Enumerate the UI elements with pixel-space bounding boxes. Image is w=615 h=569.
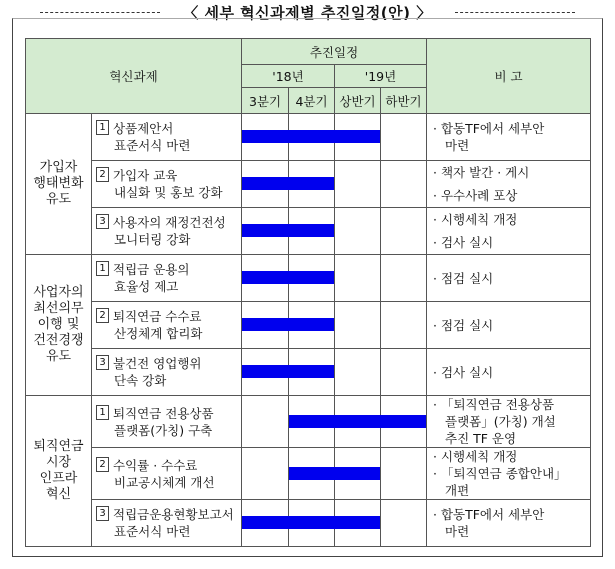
schedule-cell: [381, 161, 427, 208]
schedule-cell: [289, 500, 335, 547]
schedule-cell: [335, 114, 381, 161]
task-title: 상품제안서: [113, 121, 174, 136]
task-cell: [92, 114, 242, 161]
schedule-bar: [288, 130, 335, 143]
schedule-cell: [381, 208, 427, 255]
table-row: [26, 302, 591, 349]
task-cell: [92, 208, 242, 255]
header-remarks: 비 고: [427, 39, 591, 114]
schedule-bar: [288, 365, 334, 378]
remarks-cell: [427, 208, 591, 255]
schedule-cell: [289, 302, 335, 349]
table-row: [26, 396, 591, 448]
schedule-bar: [380, 415, 426, 428]
category-label-line: 혁신: [45, 487, 72, 502]
table-row: [26, 448, 591, 500]
schedule-cell: [289, 161, 335, 208]
remark-line: · 검사 실시: [433, 364, 494, 380]
task-title: 적립금 운용의: [113, 262, 190, 277]
schedule-cell: [381, 302, 427, 349]
task-number-box: 2: [96, 308, 109, 323]
task-cell: [92, 396, 242, 448]
schedule-bar: [242, 271, 289, 284]
table-row: [26, 114, 591, 161]
header-period: 상반기: [335, 88, 381, 114]
remarks-cell: [427, 396, 591, 448]
schedule-bar: [288, 516, 335, 529]
category-label-line: 시장: [45, 455, 72, 470]
category-cell: [26, 255, 92, 396]
task-title: 표준서식 마련: [114, 524, 191, 539]
schedule-cell: [381, 349, 427, 396]
task-title: 표준서식 마련: [114, 138, 191, 153]
schedule-bar: [334, 130, 380, 143]
task-number-box: 3: [96, 355, 109, 370]
task-title: 퇴직연금 수수료: [113, 309, 202, 324]
task-title: 사용자의 재정건전성: [113, 215, 226, 230]
schedule-cell: [289, 114, 335, 161]
remarks-cell: [427, 114, 591, 161]
schedule-bar: [242, 516, 289, 529]
category-label-line: 가입자: [39, 160, 78, 175]
remarks-cell: [427, 255, 591, 302]
remark-line: 마련: [445, 138, 470, 153]
schedule-cell: [242, 114, 289, 161]
remark-line: 마련: [445, 524, 470, 539]
schedule-bar: [334, 467, 380, 480]
schedule-cell: [289, 208, 335, 255]
remarks-cell: [427, 302, 591, 349]
schedule-bar: [288, 318, 334, 331]
remark-line: 추진 TF 운영: [445, 431, 517, 446]
schedule-bar: [334, 415, 381, 428]
schedule-cell: [335, 448, 381, 500]
category-label-line: 유도: [45, 349, 72, 364]
table-row: [26, 255, 591, 302]
task-title: 내실화 및 홍보 강화: [114, 185, 223, 200]
schedule-bar: [242, 177, 289, 190]
header-period: 3분기: [242, 88, 289, 114]
schedule-bar: [334, 516, 380, 529]
header-task: 혁신과제: [26, 39, 242, 114]
remarks-cell: [427, 500, 591, 547]
remark-line: 플랫폼」(가칭) 개설: [445, 414, 556, 429]
schedule-cell: [335, 255, 381, 302]
task-title: 산정체계 합리화: [114, 326, 203, 341]
category-cell: [26, 114, 92, 255]
schedule-cell: [242, 448, 289, 500]
table-row: [26, 500, 591, 547]
schedule-cell: [289, 255, 335, 302]
task-number-box: 1: [96, 405, 109, 420]
schedule-cell: [335, 349, 381, 396]
schedule-cell: [289, 349, 335, 396]
task-title: 비교공시체계 개선: [114, 474, 215, 490]
task-title: 효율성 제고: [114, 279, 179, 294]
header-year-2018: '18년: [242, 65, 335, 88]
schedule-bar: [288, 224, 334, 237]
schedule-cell: [242, 500, 289, 547]
schedule-cell: [289, 396, 335, 448]
schedule-cell: [335, 161, 381, 208]
schedule-cell: [335, 208, 381, 255]
schedule-bar: [242, 224, 289, 237]
task-title: 모니터링 강화: [114, 232, 191, 247]
task-title: 단속 강화: [114, 373, 167, 388]
task-number-box: 3: [96, 214, 109, 229]
schedule-cell: [242, 349, 289, 396]
remark-line: · 「퇴직연금 전용상품: [433, 397, 555, 412]
category-label-line: 사업자의: [33, 285, 84, 300]
task-title: 가입자 교육: [113, 168, 178, 183]
schedule-cell: [335, 396, 381, 448]
remarks-cell: [427, 349, 591, 396]
schedule-cell: [242, 255, 289, 302]
remark-line: · 「퇴직연금 종합안내」: [433, 466, 567, 481]
schedule-cell: [242, 302, 289, 349]
remark-line: · 시행세칙 개정: [433, 449, 518, 464]
schedule-bar: [242, 365, 289, 378]
task-cell: [92, 161, 242, 208]
category-cell: [26, 396, 92, 547]
schedule-cell: [242, 396, 289, 448]
task-title: 적립금운용현황보고서: [113, 507, 234, 522]
remarks-cell: [427, 161, 591, 208]
remark-line: · 점검 실시: [433, 317, 494, 333]
schedule-cell: [335, 500, 381, 547]
header-period: 하반기: [381, 88, 427, 114]
category-label-line: 퇴직연금: [33, 439, 84, 454]
category-label-line: 건전경쟁: [33, 333, 84, 348]
remark-line: · 합동TF에서 세부안: [433, 121, 545, 136]
task-title: 플랫폼(가칭) 구축: [114, 422, 213, 438]
category-label-line: 유도: [45, 192, 72, 207]
schedule-bar: [289, 467, 335, 480]
schedule-cell: [381, 500, 427, 547]
task-cell: [92, 255, 242, 302]
schedule-bar: [288, 271, 334, 284]
title-text: 〈 세부 혁신과제별 추진일정(안) 〉: [183, 4, 432, 22]
task-title: 수익률 · 수수료: [113, 457, 198, 473]
table-row: [26, 161, 591, 208]
header-year-2019: '19년: [335, 65, 427, 88]
remark-line: · 합동TF에서 세부안: [433, 507, 545, 522]
schedule-bar: [242, 318, 289, 331]
category-label-line: 이행 및: [37, 317, 80, 332]
header-schedule: 추진일정: [242, 39, 427, 65]
category-label-line: 최선의무: [33, 301, 84, 316]
schedule-cell: [289, 448, 335, 500]
remark-line: 개편: [445, 483, 470, 498]
remarks-cell: [427, 448, 591, 500]
task-cell: [92, 349, 242, 396]
schedule-bar: [242, 130, 289, 143]
remark-line: · 우수사례 포상: [433, 188, 518, 203]
schedule-cell: [381, 114, 427, 161]
schedule-cell: [242, 161, 289, 208]
schedule-cell: [335, 302, 381, 349]
schedule-cell: [242, 208, 289, 255]
task-number-box: 2: [96, 167, 109, 182]
header-period: 4분기: [289, 88, 335, 114]
remark-line: · 점검 실시: [433, 270, 494, 286]
task-number-box: 2: [96, 457, 109, 472]
task-title: 불건전 영업행위: [113, 356, 202, 371]
task-number-box: 3: [96, 506, 109, 521]
schedule-cell: [381, 255, 427, 302]
schedule-table: [25, 38, 591, 547]
remark-line: · 책자 발간 · 게시: [433, 165, 530, 180]
task-number-box: 1: [96, 261, 109, 276]
table-row: [26, 349, 591, 396]
task-cell: [92, 448, 242, 500]
table-row: [26, 208, 591, 255]
task-cell: [92, 302, 242, 349]
task-cell: [92, 500, 242, 547]
schedule-bar: [289, 415, 335, 428]
schedule-bar: [288, 177, 334, 190]
schedule-cell: [381, 396, 427, 448]
remark-line: · 검사 실시: [433, 235, 494, 250]
task-title: 퇴직연금 전용상품: [113, 405, 214, 421]
category-label-line: 행태변화: [33, 176, 84, 191]
task-number-box: 1: [96, 120, 109, 135]
remark-line: · 시행세칙 개정: [433, 212, 518, 227]
category-label-line: 인프라: [39, 471, 78, 486]
schedule-cell: [381, 448, 427, 500]
